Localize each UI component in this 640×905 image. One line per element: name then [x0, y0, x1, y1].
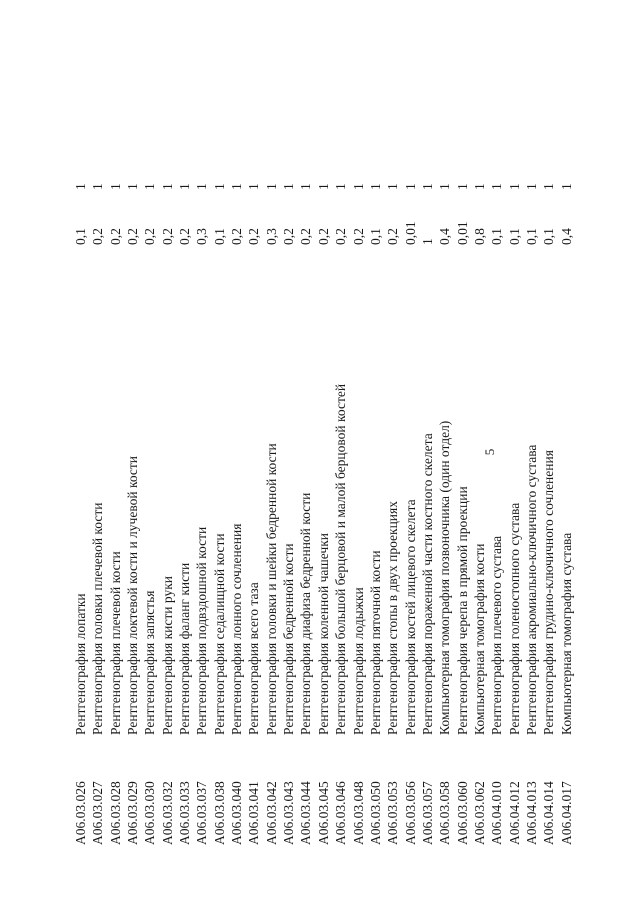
service-name: Рентгенография акромиально-ключичного сустава	[523, 444, 539, 735]
frequency-coefficient: 0,2	[315, 228, 331, 245]
frequency-coefficient: 0,2	[229, 228, 245, 245]
table-row	[419, 145, 436, 845]
service-code: A06.03.058	[437, 781, 453, 845]
frequency-coefficient: 0,2	[90, 228, 106, 245]
multiplicity: 1	[350, 183, 366, 190]
table-row	[245, 145, 262, 845]
table-row	[506, 145, 523, 845]
service-name: Рентгенография диафиза бедренной кости	[298, 492, 314, 735]
service-code: A06.04.010	[489, 781, 505, 845]
multiplicity: 1	[125, 183, 141, 190]
multiplicity: 1	[437, 183, 453, 190]
multiplicity: 1	[194, 183, 210, 190]
multiplicity: 1	[541, 183, 557, 190]
service-code: A06.03.056	[402, 781, 418, 845]
service-name: Рентгенография стопы в двух проекциях	[385, 501, 401, 735]
multiplicity: 1	[90, 183, 106, 190]
frequency-coefficient: 0,3	[194, 228, 210, 245]
service-code: A06.03.030	[142, 781, 158, 845]
service-name: Рентгенография лодыжки	[350, 587, 366, 735]
service-name: Компьютерная томография сустава	[558, 532, 574, 735]
service-code: A06.03.026	[73, 781, 88, 845]
frequency-coefficient: 0,2	[177, 228, 193, 245]
table-row	[124, 145, 141, 845]
service-code: A06.03.060	[454, 781, 470, 845]
frequency-coefficient: 0,01	[402, 221, 418, 245]
frequency-coefficient: 0,2	[333, 228, 349, 245]
service-code: A06.03.050	[367, 781, 383, 845]
multiplicity: 1	[558, 183, 574, 190]
table-row	[193, 145, 210, 845]
service-name: Рентгенография плечевой кости	[107, 551, 123, 735]
service-code: A06.03.027	[90, 781, 106, 845]
service-code: A06.03.057	[419, 781, 435, 845]
table-row	[228, 145, 245, 845]
multiplicity: 1	[107, 183, 123, 190]
table-row	[263, 145, 280, 845]
service-name: Рентгенография голеностопного сустава	[506, 502, 522, 735]
table-row	[540, 145, 557, 845]
service-name: Рентгенография запястья	[142, 590, 158, 735]
multiplicity: 1	[159, 183, 175, 190]
service-code: A06.03.040	[229, 781, 245, 845]
service-name: Рентгенография фаланг кисти	[177, 562, 193, 735]
multiplicity: 1	[367, 183, 383, 190]
service-name: Рентгенография бедренной кости	[281, 543, 297, 735]
service-name: Рентгенография седалищной кости	[211, 533, 227, 735]
service-code: A06.04.012	[506, 781, 522, 845]
service-code: A06.03.033	[177, 781, 193, 845]
service-name: Рентгенография локтевой кости и лучевой кости	[125, 455, 141, 735]
multiplicity: 1	[471, 183, 487, 190]
frequency-coefficient: 0,2	[281, 228, 297, 245]
service-code: A06.03.045	[315, 781, 331, 845]
multiplicity: 1	[298, 183, 314, 190]
frequency-coefficient: 0,2	[350, 228, 366, 245]
service-name: Рентгенография кисти руки	[159, 576, 175, 735]
frequency-coefficient: 0,1	[211, 228, 227, 245]
multiplicity: 1	[454, 183, 470, 190]
service-code: A06.03.048	[350, 781, 366, 845]
service-name: Рентгенография грудино-ключичного сочленения	[541, 450, 557, 735]
service-code: A06.03.042	[263, 781, 279, 845]
frequency-coefficient: 0,3	[263, 228, 279, 245]
service-name: Рентгенография головки плечевой кости	[90, 502, 106, 735]
frequency-coefficient: 0,2	[125, 228, 141, 245]
service-code: A06.03.041	[246, 781, 262, 845]
table-row	[72, 145, 89, 845]
service-code: A06.03.038	[211, 781, 227, 845]
service-name: Рентгенография костей лицевого скелета	[402, 499, 418, 735]
frequency-coefficient: 0,1	[541, 228, 557, 245]
table-row	[523, 145, 540, 845]
table-row	[89, 145, 106, 845]
multiplicity: 1	[506, 183, 522, 190]
page-number: 5	[482, 448, 497, 456]
multiplicity: 1	[333, 183, 349, 190]
table-row	[436, 145, 453, 845]
service-name: Рентгенография пяточной кости	[367, 550, 383, 735]
multiplicity: 1	[263, 183, 279, 190]
table-row	[454, 145, 471, 845]
service-name: Рентгенография плечевого сустава	[489, 535, 505, 735]
frequency-coefficient: 0,1	[489, 228, 505, 245]
multiplicity: 1	[142, 183, 158, 190]
service-name: Рентгенография большой берцовой и малой берцовой костей	[333, 383, 349, 735]
table-row	[211, 145, 228, 845]
service-name: Рентгенография всего таза	[246, 582, 262, 735]
service-name: Компьютерная томография кости	[471, 543, 487, 735]
multiplicity: 1	[315, 183, 331, 190]
service-name: Рентгенография коленной чашечки	[315, 533, 331, 735]
frequency-coefficient: 0,4	[437, 228, 453, 245]
table-row	[350, 145, 367, 845]
frequency-coefficient: 0,1	[506, 228, 522, 245]
service-code: A06.03.062	[471, 781, 487, 845]
table-row	[367, 145, 384, 845]
service-code: A06.03.032	[159, 781, 175, 845]
table-row	[402, 145, 419, 845]
service-name: Рентгенография пораженной части костного скелета	[419, 433, 435, 735]
service-code: A06.03.046	[333, 781, 349, 845]
frequency-coefficient: 0,2	[159, 228, 175, 245]
table-row	[159, 145, 176, 845]
frequency-coefficient: 0,2	[107, 228, 123, 245]
table-row	[488, 145, 505, 845]
service-code: A06.04.013	[523, 781, 539, 845]
table-row	[315, 145, 332, 845]
frequency-coefficient: 1	[419, 238, 435, 245]
service-code: A06.03.053	[385, 781, 401, 845]
multiplicity: 1	[385, 183, 401, 190]
service-code: A06.03.043	[281, 781, 297, 845]
service-name: Рентгенография подвздошной кости	[194, 526, 210, 735]
frequency-coefficient: 0,2	[298, 228, 314, 245]
frequency-coefficient: 0,2	[246, 228, 262, 245]
table-row	[107, 145, 124, 845]
multiplicity: 1	[281, 183, 297, 190]
multiplicity: 1	[523, 183, 539, 190]
services-table	[72, 145, 575, 845]
frequency-coefficient: 0,1	[367, 228, 383, 245]
frequency-coefficient: 0,01	[454, 221, 470, 245]
table-row	[280, 145, 297, 845]
service-name: Рентгенография черепа в прямой проекции	[454, 486, 470, 735]
table-row	[176, 145, 193, 845]
multiplicity: 1	[211, 183, 227, 190]
table-row	[384, 145, 401, 845]
multiplicity: 1	[229, 183, 245, 190]
multiplicity: 1	[489, 183, 505, 190]
service-code: A06.03.028	[107, 781, 123, 845]
service-name: Рентгенография головки и шейки бедренной кости	[263, 443, 279, 735]
service-code: A06.03.037	[194, 781, 210, 845]
service-name: Компьютерная томография позвоночника (один отдел)	[437, 420, 453, 735]
multiplicity: 1	[419, 183, 435, 190]
table-row	[297, 145, 314, 845]
service-code: A06.03.044	[298, 781, 314, 845]
multiplicity: 1	[177, 183, 193, 190]
frequency-coefficient: 0,1	[523, 228, 539, 245]
table-row	[141, 145, 158, 845]
service-code: A06.04.017	[558, 781, 574, 845]
table-row	[558, 145, 575, 845]
service-code: A06.03.029	[125, 781, 141, 845]
frequency-coefficient: 0,8	[471, 228, 487, 245]
service-code: A06.04.014	[541, 781, 557, 845]
frequency-coefficient: 0,2	[142, 228, 158, 245]
service-name: Рентгенография лопатки	[73, 593, 88, 735]
multiplicity: 1	[246, 183, 262, 190]
frequency-coefficient: 0,1	[73, 228, 88, 245]
table-row	[332, 145, 349, 845]
frequency-coefficient: 0,4	[558, 228, 574, 245]
service-name: Рентгенография лонного сочленения	[229, 523, 245, 735]
multiplicity: 1	[73, 183, 88, 190]
frequency-coefficient: 0,2	[385, 228, 401, 245]
multiplicity: 1	[402, 183, 418, 190]
table-row	[471, 145, 488, 845]
